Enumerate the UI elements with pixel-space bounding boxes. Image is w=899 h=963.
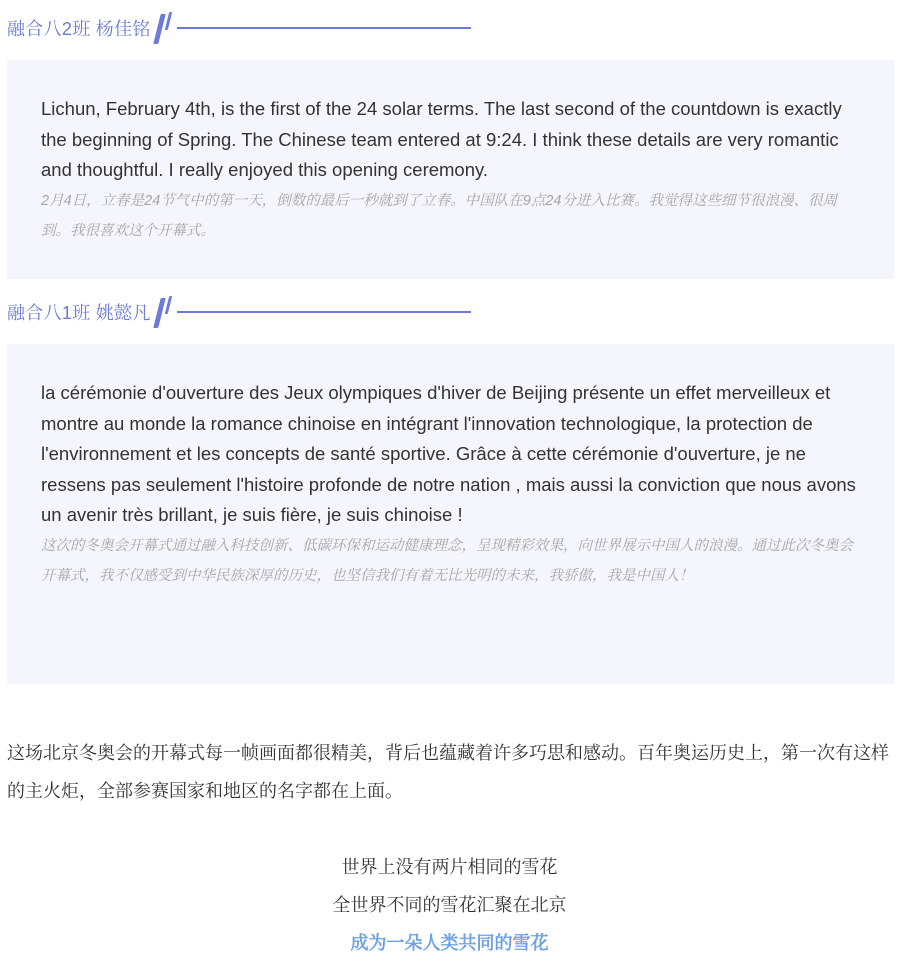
- author-name: 融合八2班 杨佳铭: [7, 19, 151, 39]
- english-text: la cérémonie d'ouverture des Jeux olympiques d'hiver de Beijing présente un effet merveilleux et montre au monde la romance chinoise en intégrant l'innovation technologique, la protection de l'environnement et les concepts de santé sportive. Grâce à cette cérémonie d'ouverture, je ne ressens pas seulement l'histoire profonde de notre nation , mais aussi la conviction que nous avons un avenir très brillant, je suis fière, je suis chinoise !: [41, 382, 856, 525]
- english-text: Lichun, February 4th, is the first of the 24 solar terms. The last second of the countdown is exactly the beginning of Spring. The Chinese team entered at 9:24. I think these details are very romantic and thoughtful. I really enjoyed this opening ceremony.: [41, 98, 842, 180]
- double-slash-icon: [153, 10, 177, 46]
- author-header-2: [7, 294, 471, 330]
- poem-line-2: 全世界不同的雪花汇聚在北京: [332, 895, 567, 915]
- poem: [0, 848, 899, 962]
- divider-line: [177, 27, 471, 29]
- author-name: 融合八1班 姚懿凡: [7, 303, 151, 323]
- comment-card-1: [7, 60, 894, 279]
- poem-line-1: 世界上没有两片相同的雪花: [341, 857, 558, 877]
- body-paragraph: 这场北京冬奥会的开幕式每一帧画面都很精美，背后也蕴藏着许多巧思和感动。百年奥运历史上，第一次有这样的主火炬，全部参赛国家和地区的名字都在上面。: [7, 743, 889, 801]
- poem-line-3-highlight: 成为一朵人类共同的雪花: [350, 933, 549, 953]
- comment-card-2: [7, 344, 894, 684]
- author-header-1: [7, 10, 471, 46]
- chinese-translation: 这次的冬奥会开幕式通过融入科技创新、低碳环保和运动健康理念，呈现精彩效果，向世界展示中国人的浪漫。通过此次冬奥会开幕式，我不仅感受到中华民族深厚的历史，也坚信我们有着无比光明的未来，我骄傲，我是中国人！: [41, 537, 853, 584]
- chinese-translation: 2月4日，立春是24节气中的第一天，倒数的最后一秒就到了立春。中国队在9点24分进入比赛。我觉得这些细节很浪漫、很周到。我很喜欢这个开幕式。: [41, 192, 837, 239]
- divider-line: [177, 311, 471, 313]
- double-slash-icon: [153, 294, 177, 330]
